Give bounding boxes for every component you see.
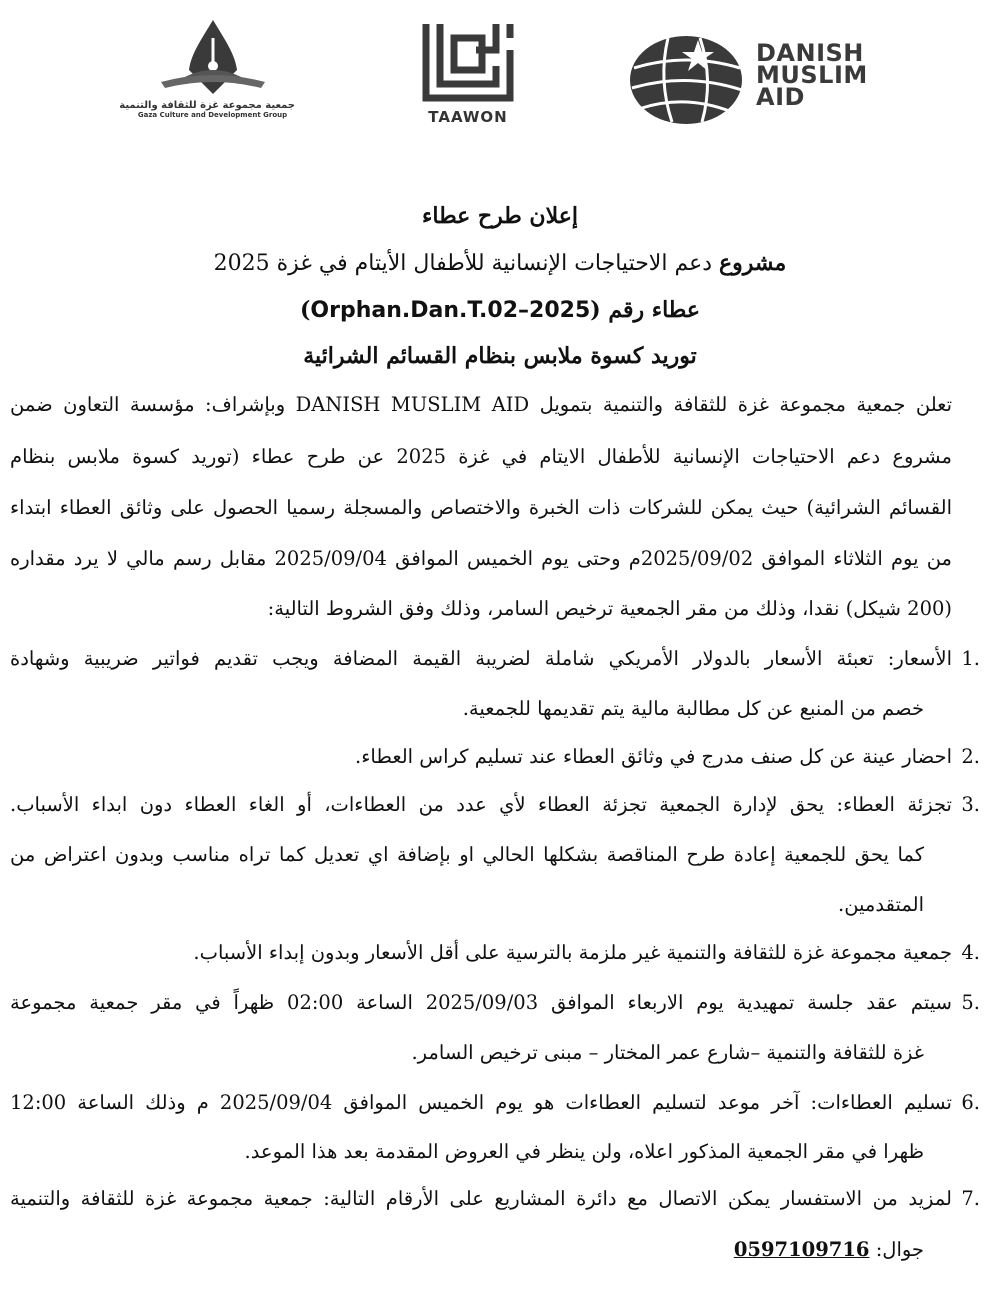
item-5-line-1: سيتم عقد جلسة تمهيدية يوم الاربعاء الموافق 2025/09/03 الساعة 02:00 ظهراً في مقر جمعية مجموعة bbox=[10, 991, 952, 1014]
announcement-title: إعلان طرح عطاء bbox=[422, 203, 578, 229]
dma-line-2: MUSLIM bbox=[756, 61, 868, 89]
kufic-taawon-logo-icon bbox=[420, 20, 516, 102]
item-3-line-3: المتقدمين. bbox=[838, 893, 924, 916]
tender-subject-title: توريد كسوة ملابس بنظام القسائم الشرائية bbox=[303, 343, 697, 369]
item-1-line-2: خصم من المنبع عن كل مطالبة مالية يتم تقديمها للجمعية. bbox=[462, 697, 924, 720]
dma-line-1: DANISH bbox=[756, 39, 864, 67]
intro-line-2: مشروع دعم الاحتياجات الإنسانية للأطفال الايتام في غزة 2025 عن طرح عطاء (توريد كسوة ملابس بنظام bbox=[10, 445, 953, 468]
taawon-logo-text: TAAWON bbox=[428, 108, 508, 126]
item-5-number: 5. bbox=[961, 991, 980, 1014]
tender-number-title bbox=[0, 297, 1000, 323]
item-2-line-1: احضار عينة عن كل صنف مدرج في وثائق العطاء عند تسليم كراس العطاء. bbox=[355, 745, 952, 768]
contact-line bbox=[734, 1238, 924, 1261]
item-4-line-1: جمعية مجموعة غزة للثقافة والتنمية غير ملزمة بالترسية على أقل الأسعار وبدون إبداء الأسباب. bbox=[193, 941, 952, 964]
gaza-logo-english-name: Gaza Culture and Development Group bbox=[137, 111, 288, 119]
intro-line-4: من يوم الثلاثاء الموافق 2025/09/02م وحتى يوم الخميس الموافق 2025/09/04 مقابل رسم مالي لا يرد مقداره bbox=[10, 547, 952, 570]
header-logos bbox=[0, 0, 1000, 140]
dma-line-3: AID bbox=[756, 83, 805, 111]
item-2-number: 2. bbox=[961, 745, 980, 768]
item-6-line-1: تسليم العطاءات: آخر موعد لتسليم العطاءات هو يوم الخميس الموافق 2025/09/04 م وذلك الساعة 12:00 bbox=[10, 1091, 952, 1114]
project-prefix: مشروع bbox=[719, 250, 787, 276]
item-7-line-1: لمزيد من الاستفسار يمكن الاتصال مع دائرة المشاريع على الأرقام التالية: جمعية مجموعة غزة للثقافة والتنمية bbox=[10, 1187, 952, 1210]
project-name: دعم الاحتياجات الإنسانية للأطفال الأيتام في غزة 2025 bbox=[213, 251, 713, 276]
tender-prefix: عطاء رقم ( bbox=[590, 297, 700, 323]
intro-line-3: القسائم الشرائية) حيث يمكن للشركات ذات الخبرة والاختصاص والمسجلة رسميا الحصول على وثائق العطاء ابتداء bbox=[10, 496, 952, 519]
item-3-number: 3. bbox=[961, 793, 980, 816]
pen-nib-logo-icon bbox=[153, 18, 273, 98]
item-5-line-2: غزة للثقافة والتنمية –شارع عمر المختار – مبنى ترخيص السامر. bbox=[411, 1041, 924, 1064]
item-1-line-1: الأسعار: تعبئة الأسعار بالدولار الأمريكي شاملة لضريبة القيمة المضافة ويجب تقديم فواتير ضريبية وشهادة bbox=[10, 647, 952, 670]
danish-muslim-aid-wordmark bbox=[756, 39, 868, 111]
item-3-line-1: تجزئة العطاء: يحق لإدارة الجمعية تجزئة العطاء لأي عدد من العطاءات، أو الغاء العطاء دون ابداء الأسباب. bbox=[10, 793, 952, 816]
item-4-number: 4. bbox=[961, 941, 980, 964]
intro-line-1: تعلن جمعية مجموعة غزة للثقافة والتنمية بتمويل DANISH MUSLIM AID وبإشراف: مؤسسة التعاون ضمن bbox=[10, 393, 952, 416]
danish-muslim-aid-logo bbox=[628, 32, 888, 126]
item-7-number: 7. bbox=[961, 1187, 980, 1210]
tender-suffix: ) bbox=[300, 297, 311, 323]
project-title bbox=[0, 250, 1000, 276]
phone-label: جوال: bbox=[875, 1238, 924, 1261]
item-3-line-2: كما يحق للجمعية إعادة طرح المناقصة بشكلها الحالي او بإضافة اي تعديل كما تراه مناسب وبدون اعتراض من bbox=[10, 843, 924, 866]
globe-logo-icon bbox=[628, 32, 746, 126]
item-6-line-2: ظهرا في مقر الجمعية المذكور اعلاه، ولن ينظر في العروض المقدمة بعد هذا الموعد. bbox=[244, 1140, 924, 1163]
phone-number: 0597109716 bbox=[733, 1238, 870, 1261]
gaza-culture-logo bbox=[119, 18, 295, 130]
item-6-number: 6. bbox=[961, 1091, 980, 1114]
tender-code: Orphan.Dan.T.02–2025 bbox=[310, 298, 591, 323]
intro-line-5: (200 شيكل) نقدا، وذلك من مقر الجمعية ترخيص السامر، وذلك وفق الشروط التالية: bbox=[267, 597, 952, 620]
taawon-logo bbox=[418, 20, 518, 130]
gaza-logo-arabic-name: جمعية مجموعة غزة للثقافة والتنمية bbox=[119, 100, 295, 111]
item-1-number: 1. bbox=[961, 647, 980, 670]
